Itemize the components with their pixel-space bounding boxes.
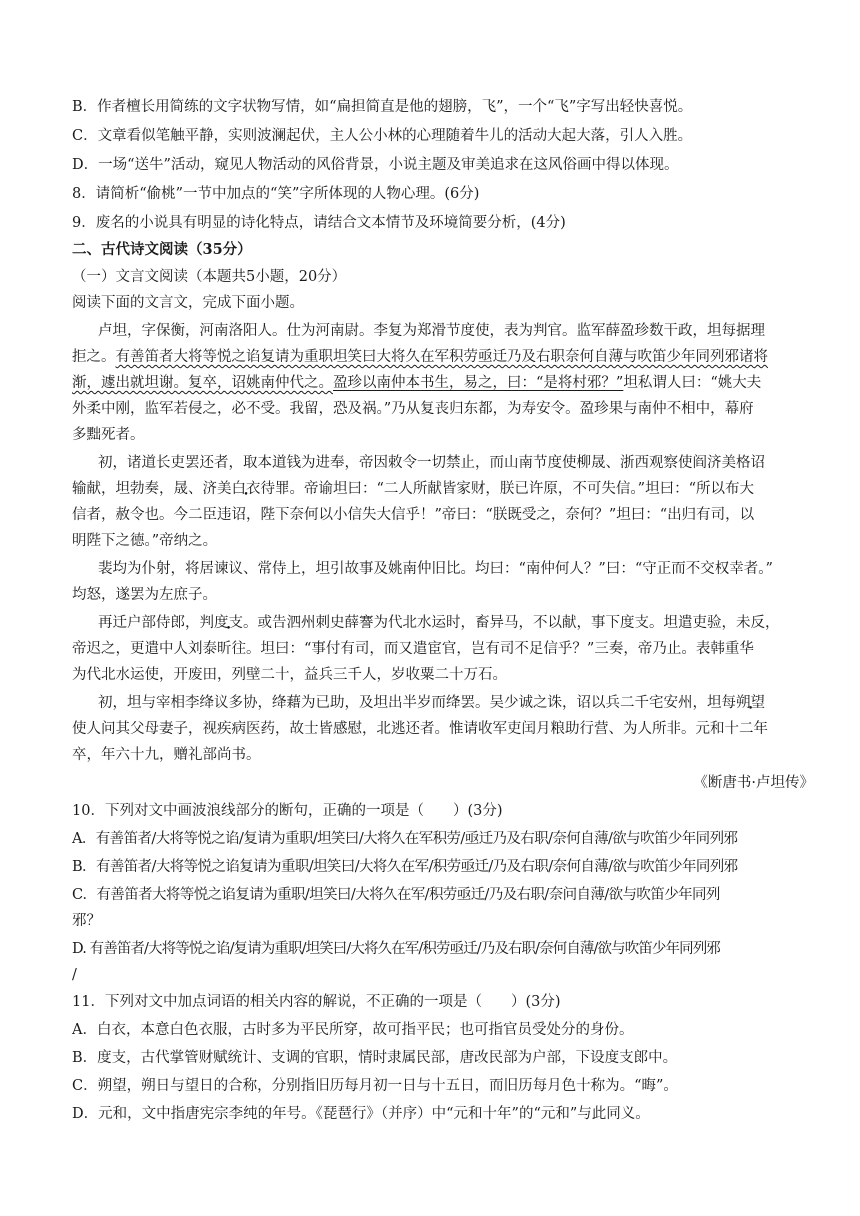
dotted-term-shuowang: 朔望	[736, 695, 765, 711]
passage-p3-line2: 均怒，遂罢为左庶子。	[72, 587, 217, 603]
section-heading: 二、古代诗文阅读（35分）	[72, 241, 252, 258]
q10-option-d: D. 有善笛者/大将等悦之谄/复请为重职/坦笑曰/大将久在军/积劳亟迁/乃及右职/奈何自薄/欲与吹笛少年同列邪	[72, 941, 720, 957]
passage-text: 待罪。帝谕坦曰：“二人所献皆家财，朕已许原，不可失信。”坦曰：“所以布大	[260, 481, 754, 497]
q10-option-c-cont: 邪？	[72, 913, 101, 929]
passage-p1-line2	[72, 346, 792, 368]
q11-option-c: C．朔望，朔日与望日的合称，分别指旧历每月初一日与十五日，而旧历每月色十称为。“晦”。	[72, 1078, 678, 1094]
passage-p1-line5: 多黜死者。	[72, 427, 145, 443]
passage-source: 《断唐书·卢坦传》	[693, 775, 814, 791]
passage-text: 再迁户部侍郎，判	[98, 615, 214, 631]
question-8: 8．请简析“偷桃”一节中加点的“笑”字所体现的人物心理。(6分)	[72, 186, 480, 202]
q11-option-a: A．白衣，本意白色衣服，古时多为平民所穿，故可指平民；也可指官员受处分的身份。	[72, 1022, 634, 1038]
passage-p3-line1: 裴均为仆射，将居谏议、常侍上，坦引故事及姚南仲旧比。均曰：“南仲何人？”曰：“守正而不交权幸者。”	[98, 561, 773, 577]
passage-text: 坦私谓人曰：“姚大夫	[623, 375, 762, 391]
passage-p2-line1: 初，诸道长吏罢还者，取本道钱为进奉，帝因敕令一切禁止，而山南节度使柳晟、浙西观察使阎济美格诏	[98, 455, 765, 471]
question-10-stem: 10．下列对文中画波浪线部分的断句，正确的一项是（ ）(3分)	[72, 803, 503, 819]
passage-p4-line2: 帝迟之，更遣中人刘泰昕往。坦曰：“事付有司，而又遣宦官，岂有司不足信乎？”三奏，帝乃止。表韩重华	[72, 641, 754, 657]
passage-p1-line3	[72, 372, 792, 394]
passage-p4-line1	[98, 612, 792, 634]
reading-instruction: 阅读下面的文言文，完成下面小题。	[72, 295, 304, 311]
q11-option-d: D．元和，文中指唐宪宗李纯的年号。《琵琶行》（并序）中“元和十年”的“元和”与此同义。	[72, 1106, 650, 1122]
passage-p2-line4: 明陛下之德。”帝纳之。	[72, 533, 218, 549]
q10-option-c: C．有善笛者大将等悦之谄复请为重职/坦笑曰/大将久在军/积劳亟迁/乃及右职/奈问自薄/欲与吹笛少年同列	[72, 887, 720, 903]
underlined-sentence: 盈珍以南仲本书生，易之，曰：“是将村邪？”	[333, 375, 624, 391]
passage-text: 初，坦与宰相李绛议多协，绛藉为已助，及坦出半岁而绛罢。吴少诚之诛，诏以兵二千宅安州，坦每	[98, 695, 736, 711]
passage-p5-line3: 卒，年六十九，赠礼部尚书。	[72, 747, 261, 763]
option-d-q7: D．一场“送牛”活动，窥见人物活动的风俗背景，小说主题及审美追求在这风俗画中得以体现。	[72, 157, 679, 173]
passage-text: 输献，坦勃奏，晟、济美	[72, 481, 232, 497]
q10-option-b: B．有善笛者/大将等悦之谄复请为重职/坦笑曰/大将久在军/积劳亟迁/乃及右职/奈何自薄/欲与吹笛少年同列邪	[72, 859, 738, 875]
option-b-q7: B．作者檀长用简练的文字状物写情，如“扁担简直是他的翅膀，飞”，一个“飞”字写出轻快喜悦。	[72, 99, 693, 115]
question-9: 9．废名的小说具有明显的诗化特点，请结合文本情节及环境简要分析，(4分)	[72, 215, 566, 231]
passage-p4-line3: 为代北水运使，开废田，列壁二十，益兵三千人，岁收粟二十万石。	[72, 667, 507, 683]
passage-p2-line3: 信者，赦令也。今二臣违诏，陛下奈何以小信失大信乎！”帝曰：“朕既受之，奈何？”坦曰：“出归有司，以	[72, 507, 755, 523]
passage-p5-line1	[98, 692, 792, 714]
option-c-q7: C．文章看似笔触平静，实则波澜起伏，主人公小林的心理随着牛儿的活动大起大落，引人入胜。	[72, 128, 693, 144]
subsection-heading: （一）文言文阅读（本题共5小题，20分）	[72, 269, 347, 285]
passage-p5-line2: 使人问其父母妻子，视疾病医药，故士皆感慰，北逃还者。惟请收军吏闰月粮助行营、为人所非。元和十二年	[72, 721, 768, 737]
dotted-term-duzhi: 度支	[214, 615, 243, 631]
question-11-stem: 11．下列对文中加点词语的相关内容的解说，不正确的一项是（ ）(3分)	[72, 994, 561, 1010]
passage-p2-line2	[72, 478, 792, 500]
q10-option-a: A．有善笛者/大将等悦之谄/复请为重职/坦笑曰/大将久在军积劳/亟迁乃及右职/奈何自薄/欲与吹笛少年同列邪	[72, 831, 738, 847]
passage-p1-line4: 外柔中刚，监军若侵之，必不受。我留，恐及祸。”乃从复丧归东都，为寿安令。盈珍果与南仲不相中，幕府	[72, 401, 754, 417]
q11-option-b: B．度支，古代掌管财赋统计、支调的官职，情时隶属民部，唐改民部为户部，下设度支郎中。	[72, 1050, 678, 1066]
passage-p1-line1: 卢坦，字保衡，河南洛阳人。仕为河南尉。李复为郑滑节度使，表为判官。监军薛盈珍数干政，坦每据理	[98, 323, 765, 339]
q10-option-d-cont: /	[72, 967, 77, 983]
passage-text: 拒之。	[72, 349, 116, 365]
wavy-underlined-sentence: 有善笛者大将等悦之谄复请为重职坦笑曰大将久在军积劳亟迁乃及右职奈何自薄与吹笛少年同列邪诸将	[115, 349, 768, 365]
wavy-underlined-continuation: 渐，遽出就坦谢。复卒，诏姚南仲代之。	[72, 375, 333, 391]
dotted-term-baiyi: 白衣	[231, 481, 261, 497]
passage-text: 。或告泗州刺史薛謇为代北水运时，畜异马，不以献，事下度支。坦遣吏验，未反，	[243, 615, 780, 631]
